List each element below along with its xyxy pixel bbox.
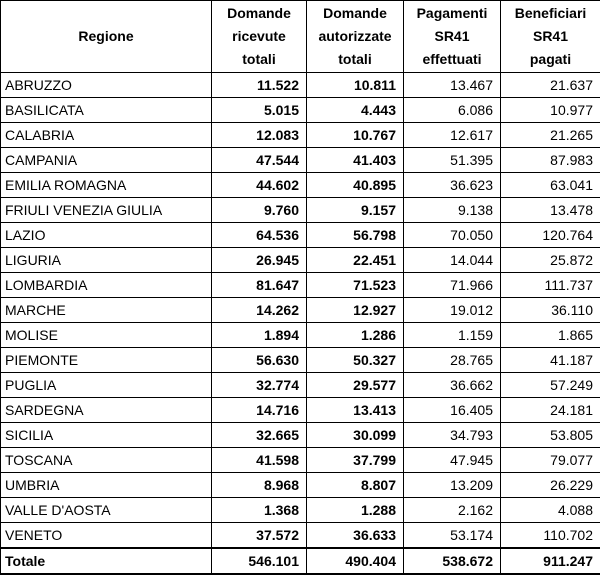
region-cell: VALLE D'AOSTA — [1, 498, 212, 523]
beneficiari-cell: 10.977 — [501, 98, 600, 123]
pagamenti-cell: 36.623 — [404, 173, 501, 198]
table-row — [1, 323, 600, 348]
ricevute-cell: 14.716 — [212, 398, 307, 423]
ricevute-cell: 56.630 — [212, 348, 307, 373]
table-row — [1, 73, 600, 98]
autorizzate-cell: 13.413 — [307, 398, 404, 423]
ricevute-cell: 32.665 — [212, 423, 307, 448]
header-beneficiari — [501, 1, 600, 73]
table-row — [1, 373, 600, 398]
pagamenti-cell: 13.467 — [404, 73, 501, 98]
ricevute-cell: 47.544 — [212, 148, 307, 173]
beneficiari-cell: 41.187 — [501, 348, 600, 373]
ricevute-cell: 5.015 — [212, 98, 307, 123]
autorizzate-cell: 30.099 — [307, 423, 404, 448]
region-cell: PUGLIA — [1, 373, 212, 398]
ricevute-cell: 26.945 — [212, 248, 307, 273]
pagamenti-cell: 1.159 — [404, 323, 501, 348]
region-cell: ABRUZZO — [1, 73, 212, 98]
autorizzate-cell: 71.523 — [307, 273, 404, 298]
table-row — [1, 148, 600, 173]
table-row — [1, 523, 600, 549]
autorizzate-cell: 36.633 — [307, 523, 404, 549]
total-row — [1, 548, 600, 574]
beneficiari-cell: 79.077 — [501, 448, 600, 473]
autorizzate-cell: 1.288 — [307, 498, 404, 523]
header-domande-ricevute-line2: ricevute — [232, 28, 286, 44]
table-row — [1, 448, 600, 473]
pagamenti-cell: 9.138 — [404, 198, 501, 223]
region-cell: TOSCANA — [1, 448, 212, 473]
table-row — [1, 298, 600, 323]
table-body — [1, 73, 600, 575]
pagamenti-cell: 2.162 — [404, 498, 501, 523]
region-cell: CAMPANIA — [1, 148, 212, 173]
pagamenti-cell: 19.012 — [404, 298, 501, 323]
region-cell: UMBRIA — [1, 473, 212, 498]
beneficiari-cell: 63.041 — [501, 173, 600, 198]
region-cell: LAZIO — [1, 223, 212, 248]
pagamenti-cell: 70.050 — [404, 223, 501, 248]
beneficiari-cell: 87.983 — [501, 148, 600, 173]
pagamenti-cell: 13.209 — [404, 473, 501, 498]
pagamenti-cell: 6.086 — [404, 98, 501, 123]
region-cell: SARDEGNA — [1, 398, 212, 423]
header-domande-autorizzate-line3: totali — [338, 51, 372, 67]
beneficiari-cell: 53.805 — [501, 423, 600, 448]
total-pagamenti: 538.672 — [404, 548, 501, 574]
header-pagamenti — [404, 1, 501, 73]
header-beneficiari-line3: pagati — [529, 51, 572, 67]
total-label: Totale — [1, 548, 212, 574]
beneficiari-cell: 57.249 — [501, 373, 600, 398]
autorizzate-cell: 29.577 — [307, 373, 404, 398]
pagamenti-cell: 28.765 — [404, 348, 501, 373]
autorizzate-cell: 37.799 — [307, 448, 404, 473]
region-cell: SICILIA — [1, 423, 212, 448]
beneficiari-cell: 21.637 — [501, 73, 600, 98]
ricevute-cell: 8.968 — [212, 473, 307, 498]
autorizzate-cell: 1.286 — [307, 323, 404, 348]
beneficiari-cell: 1.865 — [501, 323, 600, 348]
autorizzate-cell: 40.895 — [307, 173, 404, 198]
table-row — [1, 398, 600, 423]
autorizzate-cell: 22.451 — [307, 248, 404, 273]
ricevute-cell: 1.894 — [212, 323, 307, 348]
header-domande-autorizzate-line2: autorizzate — [318, 28, 392, 44]
table-row — [1, 348, 600, 373]
beneficiari-cell: 111.737 — [501, 273, 600, 298]
region-cell: LIGURIA — [1, 248, 212, 273]
pagamenti-cell: 34.793 — [404, 423, 501, 448]
beneficiari-cell: 120.764 — [501, 223, 600, 248]
header-region: Regione — [1, 1, 212, 73]
header-beneficiari-line2: SR41 — [532, 28, 569, 44]
region-cell: CALABRIA — [1, 123, 212, 148]
beneficiari-cell: 110.702 — [501, 523, 600, 549]
total-beneficiari: 911.247 — [501, 548, 600, 574]
header-pagamenti-line2: SR41 — [434, 28, 470, 44]
beneficiari-cell: 36.110 — [501, 298, 600, 323]
ricevute-cell: 14.262 — [212, 298, 307, 323]
ricevute-cell: 9.760 — [212, 198, 307, 223]
ricevute-cell: 1.368 — [212, 498, 307, 523]
autorizzate-cell: 56.798 — [307, 223, 404, 248]
table-row — [1, 123, 600, 148]
table-row — [1, 248, 600, 273]
beneficiari-cell: 4.088 — [501, 498, 600, 523]
header-pagamenti-line1: Pagamenti — [416, 5, 488, 21]
table-row — [1, 223, 600, 248]
autorizzate-cell: 9.157 — [307, 198, 404, 223]
table-row — [1, 198, 600, 223]
ricevute-cell: 11.522 — [212, 73, 307, 98]
table-row — [1, 473, 600, 498]
header-domande-autorizzate — [307, 1, 404, 73]
ricevute-cell: 44.602 — [212, 173, 307, 198]
autorizzate-cell: 8.807 — [307, 473, 404, 498]
region-cell: EMILIA ROMAGNA — [1, 173, 212, 198]
pagamenti-cell: 47.945 — [404, 448, 501, 473]
beneficiari-cell: 25.872 — [501, 248, 600, 273]
pagamenti-cell: 12.617 — [404, 123, 501, 148]
ricevute-cell: 32.774 — [212, 373, 307, 398]
region-cell: FRIULI VENEZIA GIULIA — [1, 198, 212, 223]
region-cell: VENETO — [1, 523, 212, 549]
header-row — [1, 1, 600, 73]
region-cell: PIEMONTE — [1, 348, 212, 373]
autorizzate-cell: 41.403 — [307, 148, 404, 173]
autorizzate-cell: 10.767 — [307, 123, 404, 148]
region-cell: BASILICATA — [1, 98, 212, 123]
table-row — [1, 173, 600, 198]
autorizzate-cell: 50.327 — [307, 348, 404, 373]
pagamenti-cell: 16.405 — [404, 398, 501, 423]
beneficiari-cell: 21.265 — [501, 123, 600, 148]
ricevute-cell: 64.536 — [212, 223, 307, 248]
header-domande-autorizzate-line1: Domande — [323, 5, 387, 21]
ricevute-cell: 81.647 — [212, 273, 307, 298]
region-cell: MARCHE — [1, 298, 212, 323]
ricevute-cell: 37.572 — [212, 523, 307, 549]
table-row — [1, 98, 600, 123]
header-domande-ricevute-line3: totali — [242, 51, 276, 67]
ricevute-cell: 41.598 — [212, 448, 307, 473]
total-ricevute: 546.101 — [212, 548, 307, 574]
region-cell: LOMBARDIA — [1, 273, 212, 298]
autorizzate-cell: 4.443 — [307, 98, 404, 123]
pagamenti-cell: 53.174 — [404, 523, 501, 549]
pagamenti-cell: 51.395 — [404, 148, 501, 173]
pagamenti-cell: 36.662 — [404, 373, 501, 398]
pagamenti-cell: 14.044 — [404, 248, 501, 273]
autorizzate-cell: 10.811 — [307, 73, 404, 98]
table-row — [1, 498, 600, 523]
beneficiari-cell: 13.478 — [501, 198, 600, 223]
beneficiari-cell: 24.181 — [501, 398, 600, 423]
header-domande-ricevute-line1: Domande — [227, 5, 291, 21]
header-pagamenti-line3: effettuati — [422, 51, 482, 67]
header-domande-ricevute — [212, 1, 307, 73]
header-beneficiari-line1: Beneficiari — [514, 5, 587, 21]
table-row — [1, 273, 600, 298]
beneficiari-cell: 26.229 — [501, 473, 600, 498]
region-cell: MOLISE — [1, 323, 212, 348]
autorizzate-cell: 12.927 — [307, 298, 404, 323]
table-row — [1, 423, 600, 448]
total-autorizzate: 490.404 — [307, 548, 404, 574]
ricevute-cell: 12.083 — [212, 123, 307, 148]
pagamenti-cell: 71.966 — [404, 273, 501, 298]
